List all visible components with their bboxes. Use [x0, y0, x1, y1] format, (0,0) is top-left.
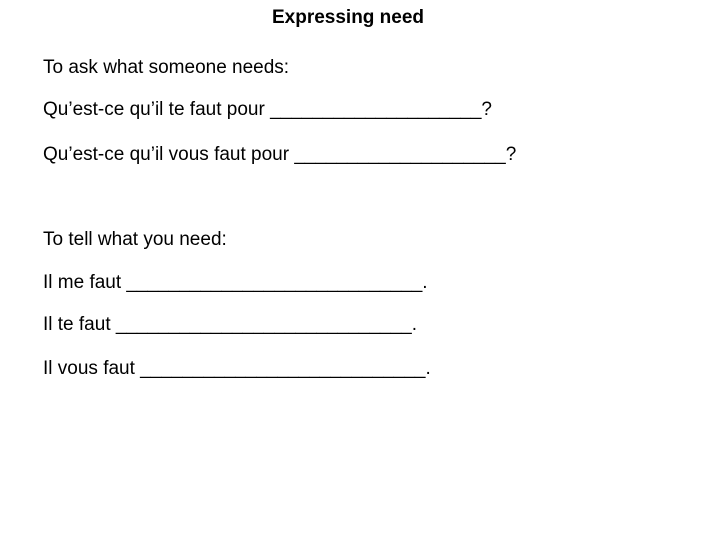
ask-formal-line: Qu’est-ce qu’il vous faut pour ____________________? — [43, 144, 517, 165]
ask-heading: To ask what someone needs: — [43, 57, 290, 78]
tell-heading: To tell what you need: — [43, 229, 227, 250]
tell-te-line: Il te faut ____________________________. — [43, 314, 418, 335]
tell-vous-line: Il vous faut ___________________________. — [43, 358, 431, 379]
slide-title: Expressing need — [271, 7, 425, 28]
ask-informal-line: Qu’est-ce qu’il te faut pour ____________________? — [43, 99, 492, 120]
tell-me-line: Il me faut ____________________________. — [43, 272, 428, 293]
